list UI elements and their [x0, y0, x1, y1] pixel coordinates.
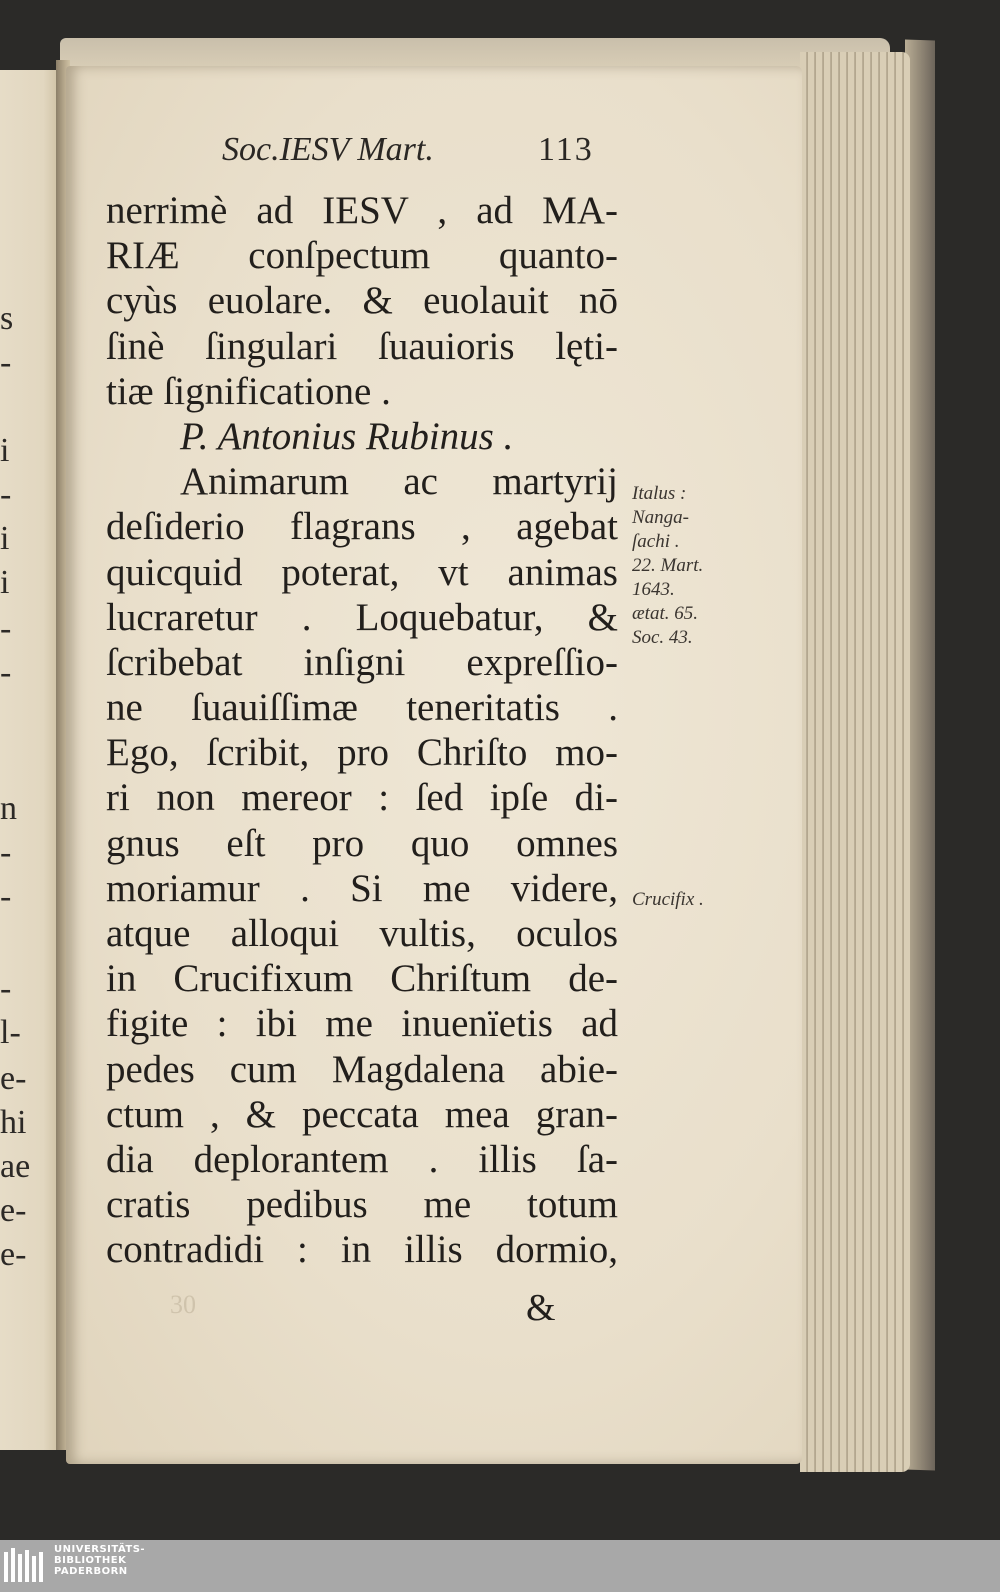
marginal-note-line: ſachi .: [632, 531, 680, 552]
left-page-fragment: i: [0, 520, 10, 557]
text-line: atque alloqui vultis, oculos: [106, 912, 618, 955]
left-page-fragment: ae: [0, 1148, 31, 1185]
left-page-fragment: n: [0, 790, 17, 827]
library-logo-icon: [2, 1546, 48, 1586]
left-page-fragment: -: [0, 344, 12, 381]
text-line: contradidi : in illis dormio,: [106, 1228, 618, 1272]
section-heading: P. Antonius Rubinus .: [180, 414, 514, 458]
page-stack: [800, 52, 910, 1472]
text-line: deſiderio flagrans , agebat: [106, 505, 618, 549]
text-line: quicquid poterat, vt animas: [106, 550, 618, 594]
library-name: [54, 1544, 145, 1577]
marginal-note: [632, 482, 762, 650]
marginal-note-line: Italus :: [632, 483, 687, 504]
text-line: pedes cum Magdalena abie-: [106, 1047, 618, 1091]
left-page-fragment: i: [0, 432, 10, 469]
text-line: figite : ibi me inuenïetis ad: [106, 1002, 618, 1046]
text-line: nerrimè ad IESV , ad MA-: [106, 189, 618, 232]
show-through-mark: 30: [170, 1290, 196, 1319]
text-line: in Crucifixum Chriſtum de-: [106, 957, 618, 1001]
running-head: Soc.IESV Mart.: [222, 131, 434, 168]
text-line: ſcribebat inſigni expreſſio-: [106, 640, 618, 684]
left-page-fragment: i: [0, 564, 10, 601]
marginal-note-line: 1643.: [632, 579, 675, 600]
previous-page-edge: [0, 70, 62, 1450]
marginal-note-line: Nanga-: [632, 507, 689, 528]
text-line: ſinè ſingulari ſuauioris lęti-: [106, 324, 618, 368]
page-block-top-edge: [60, 38, 890, 68]
left-page-fragment: e-: [0, 1192, 27, 1229]
left-page-fragment: -: [0, 476, 12, 513]
text-line: moriamur . Si me videre,: [106, 866, 618, 910]
left-page-fragment: -: [0, 834, 12, 871]
library-footer: [0, 1540, 1000, 1592]
marginal-note-line: 22. Mart.: [632, 555, 704, 576]
marginal-note-crucifix: Crucifix .: [632, 889, 704, 910]
text-line: ne ſuauiſſimæ teneritatis .: [106, 686, 618, 730]
text-line: dia deplorantem . illis ſa-: [106, 1137, 618, 1181]
marginal-note-line: Soc. 43.: [632, 627, 693, 648]
left-page-fragment: -: [0, 610, 12, 647]
text-line: tiæ ſignificatione .: [106, 369, 391, 413]
text-line: ri non mereor : ſed ipſe di-: [106, 776, 618, 820]
text-line: ctum , & peccata mea gran-: [106, 1092, 618, 1136]
marginal-note-line: ætat. 65.: [632, 603, 698, 624]
left-page-fragment: -: [0, 970, 12, 1007]
left-page-fragment: -: [0, 654, 12, 691]
left-page-fragment: e-: [0, 1236, 27, 1273]
text-line: lucraretur . Loquebatur, &: [106, 595, 618, 639]
text-line: cratis pedibus me totum: [106, 1183, 618, 1227]
text-line: RIÆ conſpectum quanto-: [106, 234, 618, 278]
left-page-fragment: l-: [0, 1014, 21, 1051]
left-page-fragment: s: [0, 300, 14, 337]
library-name-line: PADERBORN: [54, 1566, 128, 1577]
catchword: &: [526, 1287, 556, 1329]
library-name-line: UNIVERSITÄTS-: [54, 1544, 146, 1555]
library-name-line: BIBLIOTHEK: [54, 1555, 127, 1566]
text-line: gnus eſt pro quo omnes: [106, 821, 618, 865]
left-page-fragment: hi: [0, 1104, 27, 1141]
body-text: [106, 188, 618, 1273]
text-line: cyùs euolare. & euolauit nō: [106, 279, 618, 323]
page-number: 113: [538, 131, 594, 168]
text-line: Animarum ac martyrij: [180, 460, 618, 504]
text-line: Ego, ſcribit, pro Chriſto mo-: [106, 731, 618, 775]
left-page-fragment: e-: [0, 1060, 27, 1097]
left-page-fragment: -: [0, 878, 12, 915]
